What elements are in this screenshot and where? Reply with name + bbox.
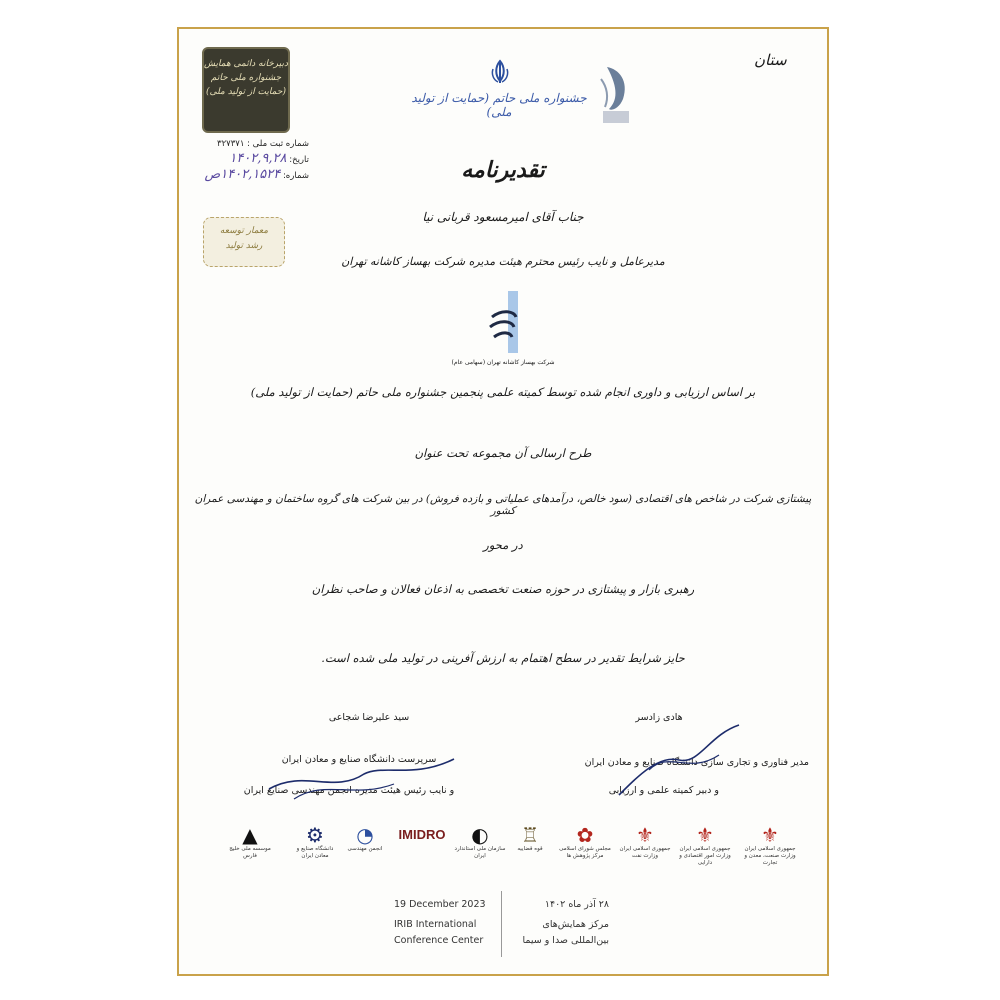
company-caption: شرکت بهساز کاشانه تهران (سهامی عام) <box>451 359 555 366</box>
body-line-3: پیشتازی شرکت در شاخص های اقتصادی (سود خالص، درآمدهای عملیاتی و بازده فروش) در بین شرکت های گروه ساختمان و مهندسی عمران کشور <box>194 493 812 517</box>
logo-persian-gulf: ▲ موسسه ملی خلیج فارس <box>229 823 271 859</box>
festival-title: جشنواره ملی حاتم (حمایت از تولید ملی) <box>411 91 587 119</box>
logo-engineering: ◔ انجمن مهندسی <box>347 823 383 852</box>
gulf-icon: ▲ <box>242 823 258 847</box>
logo-ministry-economy: ⚜ جمهوری اسلامی ایران وزارت امور اقتصادی و دارایی <box>679 823 731 866</box>
number-value: ۱۴۰۲,۱۵۲۴ص <box>204 167 281 182</box>
left-signature <box>264 749 464 804</box>
trophy-icon <box>589 59 639 129</box>
left-signatory-title-2: و نایب رئیس هیئت مدیره انجمن مهندسی صنایع ایران <box>243 785 455 796</box>
footer-divider <box>501 891 502 957</box>
emblem-icon: ⚜ <box>696 823 714 847</box>
logo-imidro <box>394 824 450 870</box>
footer-persian: ۲۸ آذر ماه ۱۴۰۲ مرکز همایش‌های بین‌المللی صدا و سیما <box>522 899 609 946</box>
publisher-mark: ستان <box>754 51 787 69</box>
company-logo-icon <box>484 287 524 357</box>
footer-english: 19 December 2023 IRIB International Conference Center <box>394 899 486 946</box>
body-line-5: رهبری بازار و پیشتازی در حوزه صنعت تخصصی به اذعان فعالان و صاحب نظران <box>311 582 695 596</box>
logo-ministry-industry: ⚜ جمهوری اسلامی ایران وزارت صنعت، معدن و تجارت <box>744 823 796 866</box>
partner-logos <box>209 824 809 874</box>
right-signatory-title-2: و دبیر کمیته علمی و ارزیابی <box>608 785 719 796</box>
recipient-name: جناب آقای امیرمسعود قربانی نیا <box>422 210 584 224</box>
body-line-6: حایز شرایط تقدیر در سطح اهتمام به ارزش آفرینی در تولید ملی شده است. <box>321 651 685 665</box>
logo-standard: ◐ سازمان ملی استاندارد ایران <box>454 823 506 859</box>
body-line-4: در محور <box>483 538 523 552</box>
certificate-frame <box>177 27 829 976</box>
left-signatory-name: سید علیرضا شجاعی <box>328 712 410 723</box>
right-signatory-name: هادی زادسر <box>635 712 683 723</box>
logo-university: ⚙ دانشگاه صنایع و معادن ایران <box>296 823 334 859</box>
body-line-1: بر اساس ارزیابی و داوری انجام شده توسط کمیته علمی پنجمین جشنواره ملی حاتم (حمایت از تولید ملی) <box>250 385 756 399</box>
date-value: ۱۴۰۲,۹,۲۸ <box>229 151 287 166</box>
body-line-2: طرح ارسالی آن مجموعه تحت عنوان <box>414 446 592 460</box>
logo-ministry-oil: ⚜ جمهوری اسلامی ایران وزارت نفت <box>619 823 671 859</box>
engineering-icon: ◔ <box>356 823 374 847</box>
emblem-icon: ⚜ <box>636 823 654 847</box>
left-signatory-title-1: سرپرست دانشگاه صنایع و معادن ایران <box>281 754 437 765</box>
iran-emblem-icon <box>487 59 513 85</box>
parliament-icon: ✿ <box>576 823 594 847</box>
recipient-role: مدیرعامل و نایب رئیس محترم هیئت مدیره شرکت بهساز کاشانه تهران <box>341 255 665 268</box>
festival-logo <box>589 59 639 129</box>
judiciary-icon: ♖ <box>521 823 539 847</box>
logo-judiciary: ♖ قوه قضاییه <box>517 823 543 852</box>
standard-icon: ◐ <box>471 823 489 847</box>
registration-block: شماره ثبت ملی : ۳۲۷۳۷۱ تاریخ: ۱۴۰۲,۹,۲۸ شماره: ۱۴۰۲,۱۵۲۴ص <box>204 139 309 182</box>
university-icon: ⚙ <box>306 823 324 847</box>
right-signatory-title-1: مدیر فناوری و تجاری سازی دانشگاه صنایع و معادن ایران <box>584 757 809 768</box>
logo-parliament: ✿ مجلس شورای اسلامی مرکز پژوهش ها <box>559 823 611 859</box>
company-logo <box>484 287 524 357</box>
festival-seal: دبیرخانه دائمی همایش جشنواره ملی حاتم (حمایت از تولید ملی) <box>202 47 290 133</box>
right-signature <box>609 715 749 805</box>
emblem-icon: ⚜ <box>761 823 779 847</box>
side-stamp: معمار توسعه رشد تولید <box>203 217 285 267</box>
certificate-title: تقدیرنامه <box>461 157 545 183</box>
imidro-icon: IMIDRO <box>398 827 446 842</box>
